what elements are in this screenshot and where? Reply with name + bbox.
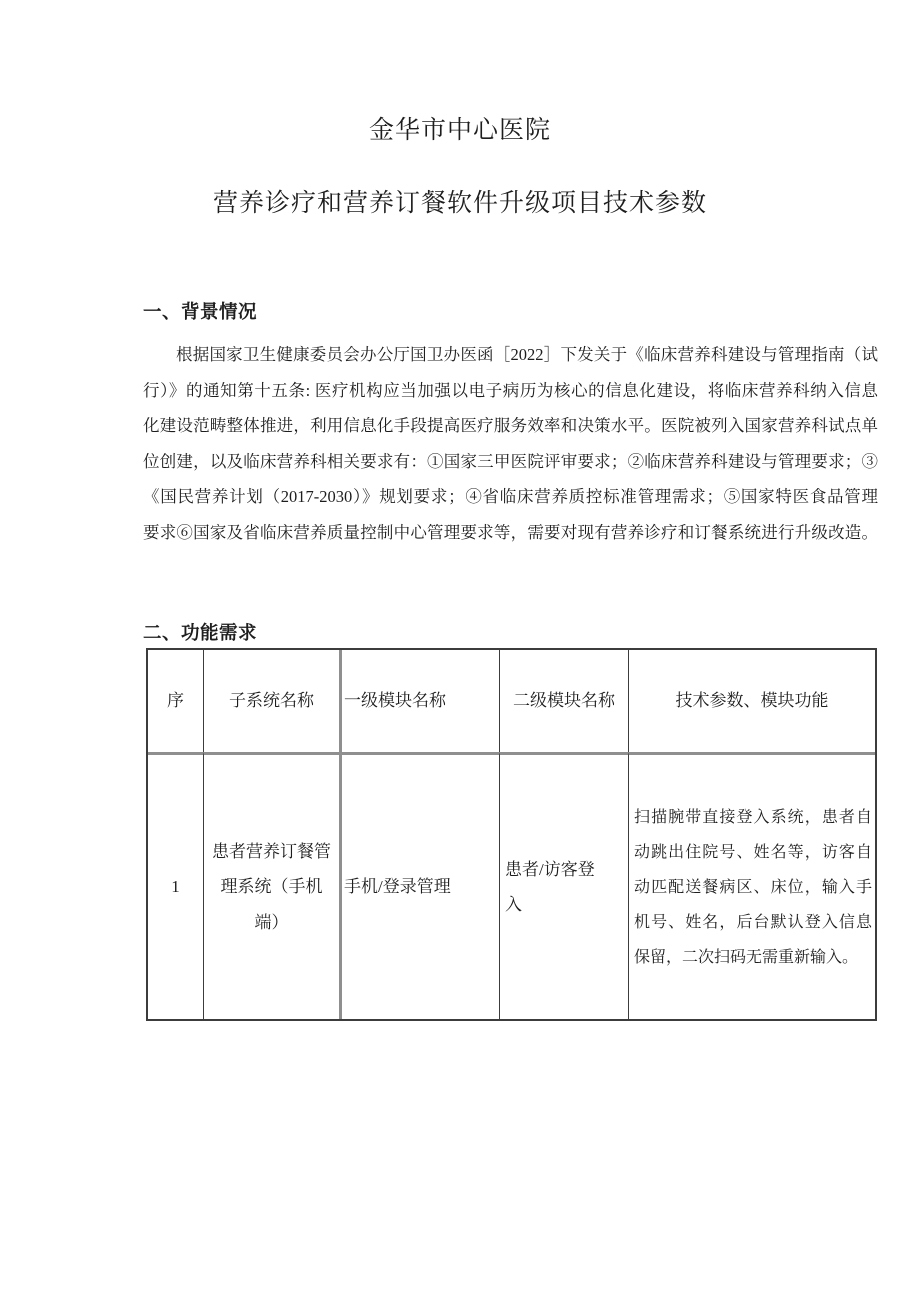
requirements-table [146,648,877,1021]
table-header-module-l1: 一级模块名称 [339,650,499,752]
table-row-subsystem: 患者营养订餐管理系统（手机端） [203,752,339,1019]
table-row-seq: 1 [148,752,203,1019]
table-header-spec: 技术参数、模块功能 [628,650,875,752]
paragraph-line-2: 行）》的通知第十五条: 医疗机构应当加强以电子病历为核心的信息化建设，将临床营养科纳入信息 [143,380,878,400]
table-header-subsystem: 子系统名称 [203,650,339,752]
paragraph-line-1: 根据国家卫生健康委员会办公厅国卫办医函［2022］下发关于《临床营养科建设与管理指南（试 [176,345,878,364]
paragraph-line-6: 要求⑥国家及省临床营养质量控制中心管理要求等，需要对现有营养诊疗和订餐系统进行升级改造。 [143,522,878,542]
table-row-spec: 扫描腕带直接登入系统，患者自动跳出住院号、姓名等，访客自动匹配送餐病区、床位，输入手机号、姓名，后台默认登入信息保留，二次扫码无需重新输入。 [628,752,875,1019]
section-background-heading: 一、背景情况 [143,303,258,323]
table-row-module-l1: 手机/登录管理 [339,752,499,1019]
table-header-seq: 序 [167,691,184,711]
background-paragraph [143,337,878,551]
paragraph-line-4: 位创建，以及临床营养科相关要求有：①国家三甲医院评审要求；②临床营养科建设与管理要求；③ [143,451,878,471]
table-header-module-l2: 二级模块名称 [499,650,628,752]
paragraph-line-5: 《国民营养计划（2017-2030）》规划要求；④省临床营养质控标准管理需求；⑤国家特医食品管理 [143,487,878,507]
paragraph-line-3: 化建设范畴整体推进，利用信息化手段提高医疗服务效率和决策水平。医院被列入国家营养科试点单 [143,416,878,436]
table-row-module-l2: 患者/访客登入 [499,752,628,1019]
doc-title: 金华市中心医院 [368,117,551,144]
section-requirements-heading: 二、功能需求 [143,624,258,644]
doc-subtitle: 营养诊疗和营养订餐软件升级项目技术参数 [212,190,707,217]
